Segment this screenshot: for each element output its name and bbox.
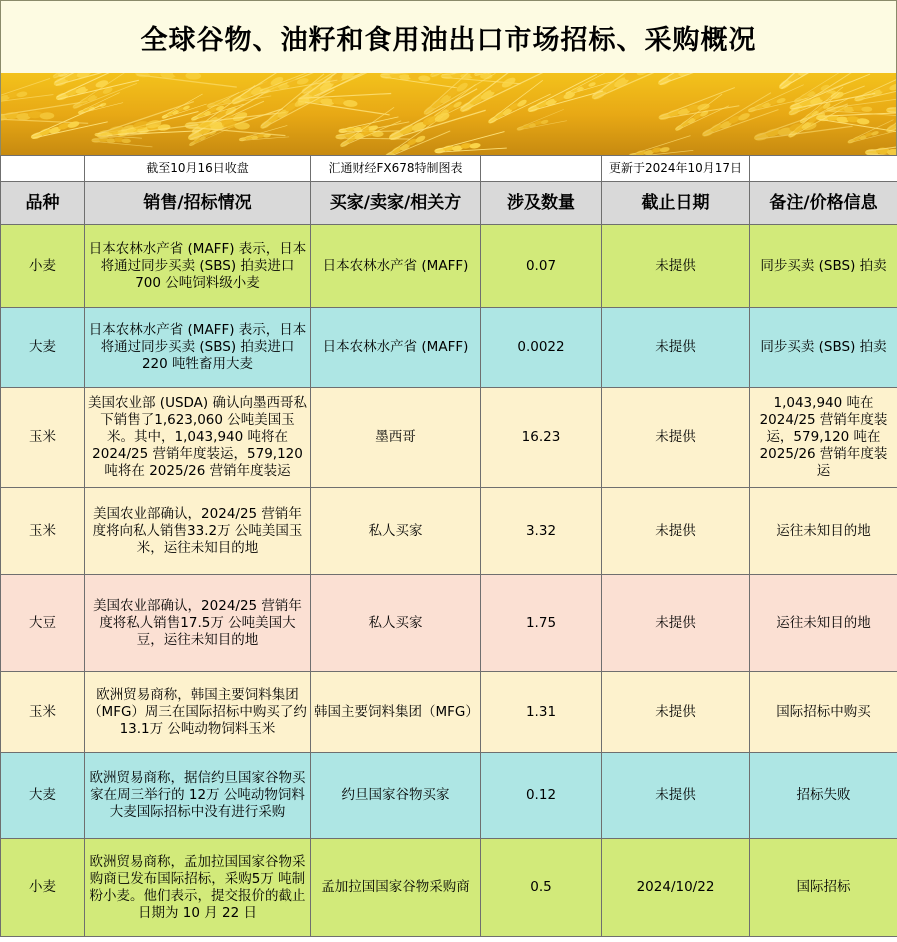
header-row: [1, 182, 897, 225]
variety-cell: 小麦: [1, 225, 85, 308]
party-cell: 日本农林水产省 (MAFF): [311, 225, 481, 308]
wheat-banner-image: [0, 73, 897, 155]
deadline-cell: 未提供: [602, 672, 750, 753]
deadline-cell: 未提供: [602, 388, 750, 488]
deadline-cell: 未提供: [602, 308, 750, 388]
description-cell: 美国农业部确认，2024/25 营销年度将向私人销售33.2万 公吨美国玉米，运往未知目的地: [85, 488, 311, 575]
wheat-field-illustration: [1, 73, 897, 155]
quantity-cell: 16.23: [481, 388, 602, 488]
note-cell: 国际招标中购买: [750, 672, 897, 753]
party-cell: 日本农林水产省 (MAFF): [311, 308, 481, 388]
info-cell: [1, 156, 85, 182]
note-cell: 国际招标: [750, 839, 897, 937]
table-row: [1, 839, 897, 937]
deadline-cell: 未提供: [602, 225, 750, 308]
party-cell: 孟加拉国国家谷物采购商: [311, 839, 481, 937]
table-row: [1, 388, 897, 488]
variety-cell: 小麦: [1, 839, 85, 937]
note-cell: 运往未知目的地: [750, 488, 897, 575]
variety-cell: 大豆: [1, 575, 85, 672]
header-quantity: 涉及数量: [481, 182, 602, 225]
party-cell: 韩国主要饲料集团（MFG）: [311, 672, 481, 753]
info-row: [1, 156, 897, 182]
title-bar: [0, 0, 897, 74]
description-cell: 日本农林水产省 (MAFF) 表示，日本将通过同步买卖 (SBS) 拍卖进口 220 吨牲畜用大麦: [85, 308, 311, 388]
note-cell: 招标失败: [750, 753, 897, 839]
quantity-cell: 0.0022: [481, 308, 602, 388]
quantity-cell: 1.75: [481, 575, 602, 672]
variety-cell: 大麦: [1, 753, 85, 839]
table-row: [1, 575, 897, 672]
quantity-cell: 0.12: [481, 753, 602, 839]
tender-table: [0, 155, 897, 937]
variety-cell: 玉米: [1, 672, 85, 753]
variety-cell: 大麦: [1, 308, 85, 388]
header-party: 买家/卖家/相关方: [311, 182, 481, 225]
note-cell: 1,043,940 吨在 2024/25 营销年度装运，579,120 吨在 2025/26 营销年度装运: [750, 388, 897, 488]
description-cell: 欧洲贸易商称，孟加拉国国家谷物采购商已发布国际招标，采购5万 吨制粉小麦。他们表示，提交报价的截止日期为 10 月 22 日: [85, 839, 311, 937]
note-cell: 同步买卖 (SBS) 拍卖: [750, 308, 897, 388]
header-note: 备注/价格信息: [750, 182, 897, 225]
description-cell: 欧洲贸易商称，韩国主要饲料集团（MFG）周三在国际招标中购买了约 13.1万 公吨动物饲料玉米: [85, 672, 311, 753]
description-cell: 美国农业部 (USDA) 确认向墨西哥私下销售了1,623,060 公吨美国玉米。其中，1,043,940 吨将在 2024/25 营销年度装运，579,120 吨将在 2025/26 营销年度装运: [85, 388, 311, 488]
header-deadline: 截止日期: [602, 182, 750, 225]
source-note: 汇通财经FX678特制图表: [311, 156, 481, 182]
deadline-cell: 未提供: [602, 575, 750, 672]
update-date: 更新于2024年10月17日: [602, 156, 750, 182]
description-cell: 日本农林水产省 (MAFF) 表示，日本将通过同步买卖 (SBS) 拍卖进口 700 公吨饲料级小麦: [85, 225, 311, 308]
quantity-cell: 1.31: [481, 672, 602, 753]
info-cell: [750, 156, 897, 182]
quantity-cell: 3.32: [481, 488, 602, 575]
party-cell: 私人买家: [311, 575, 481, 672]
description-cell: 美国农业部确认，2024/25 营销年度将私人销售17.5万 公吨美国大豆，运往未知目的地: [85, 575, 311, 672]
table-row: [1, 225, 897, 308]
page-title: 全球谷物、油籽和食用油出口市场招标、采购概况: [140, 24, 757, 56]
party-cell: 私人买家: [311, 488, 481, 575]
variety-cell: 玉米: [1, 388, 85, 488]
table-row: [1, 308, 897, 388]
note-cell: 运往未知目的地: [750, 575, 897, 672]
description-cell: 欧洲贸易商称，据信约旦国家谷物买家在周三举行的 12万 公吨动物饲料大麦国际招标中没有进行采购: [85, 753, 311, 839]
cutoff-note: 截至10月16日收盘: [85, 156, 311, 182]
deadline-cell: 未提供: [602, 753, 750, 839]
info-cell: [481, 156, 602, 182]
header-description: 销售/招标情况: [85, 182, 311, 225]
table-row: [1, 672, 897, 753]
deadline-cell: 未提供: [602, 488, 750, 575]
table-row: [1, 488, 897, 575]
header-variety: 品种: [1, 182, 85, 225]
note-cell: 同步买卖 (SBS) 拍卖: [750, 225, 897, 308]
variety-cell: 玉米: [1, 488, 85, 575]
quantity-cell: 0.07: [481, 225, 602, 308]
party-cell: 约旦国家谷物买家: [311, 753, 481, 839]
quantity-cell: 0.5: [481, 839, 602, 937]
party-cell: 墨西哥: [311, 388, 481, 488]
deadline-cell: 2024/10/22: [602, 839, 750, 937]
table-row: [1, 753, 897, 839]
